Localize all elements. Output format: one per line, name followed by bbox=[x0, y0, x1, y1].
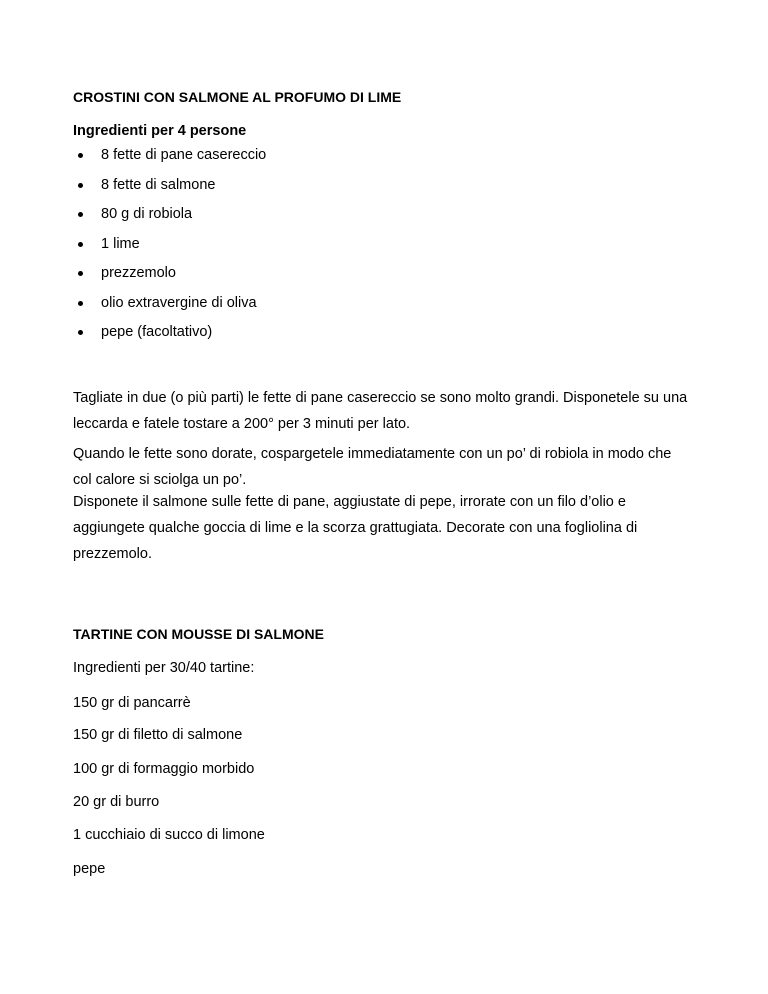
ingredient-text: 80 g di robiola bbox=[101, 206, 193, 222]
ingredient-text: olio extravergine di oliva bbox=[101, 294, 257, 311]
list-item bbox=[73, 290, 266, 320]
recipe1-title: CROSTINI CON SALMONE AL PROFUMO DI LIME bbox=[73, 89, 402, 105]
ingredient-text: pepe (facoltativo) bbox=[101, 324, 213, 340]
list-item: 1 cucchiaio di succo di limone bbox=[73, 827, 265, 843]
list-item: 150 gr di filetto di salmone bbox=[73, 727, 243, 743]
recipe1-ingredients-heading: Ingredienti per 4 persone bbox=[73, 123, 247, 139]
recipe1-paragraph-2a: Quando le fette sono dorate, cospargetele immediatamente con un po’ di robiola in modo che col calore si sciolga un po’. bbox=[73, 446, 672, 488]
list-item: 100 gr di formaggio morbido bbox=[73, 761, 255, 777]
list-item bbox=[73, 231, 266, 261]
bullet-icon bbox=[78, 242, 83, 247]
recipe2-title: TARTINE CON MOUSSE DI SALMONE bbox=[73, 626, 324, 642]
ingredient-text: 1 lime bbox=[101, 235, 140, 252]
bullet-icon bbox=[78, 183, 83, 188]
list-item bbox=[73, 142, 266, 172]
ingredient-text: 8 fette di pane casereccio bbox=[101, 147, 267, 163]
list-item bbox=[73, 260, 266, 290]
list-item bbox=[73, 201, 266, 231]
recipe1-ingredients-list bbox=[73, 142, 266, 349]
bullet-icon bbox=[78, 330, 83, 335]
ingredient-text: prezzemolo bbox=[101, 265, 176, 281]
recipe1-paragraph-2b: Disponete il salmone sulle fette di pane, aggiustate di pepe, irrorate con un filo d’olio e aggiungete qualche goccia di lime e la scorza grattugiata. Decorate con una fogliolina di prezzemolo. bbox=[73, 494, 638, 562]
bullet-icon bbox=[78, 212, 83, 217]
recipe2-ingredients-heading: Ingredienti per 30/40 tartine: bbox=[73, 660, 255, 676]
bullet-icon bbox=[78, 301, 83, 306]
list-item: 20 gr di burro bbox=[73, 794, 160, 810]
ingredient-text: 8 fette di salmone bbox=[101, 176, 216, 193]
bullet-icon bbox=[78, 153, 83, 158]
bullet-icon bbox=[78, 271, 83, 276]
recipe1-paragraph-1: Tagliate in due (o più parti) le fette di pane casereccio se sono molto grandi. Disponetele su una leccarda e fatele tostare a 200° per 3 minuti per lato. bbox=[73, 390, 688, 432]
list-item: 150 gr di pancarrè bbox=[73, 695, 191, 711]
list-item bbox=[73, 319, 266, 349]
list-item bbox=[73, 172, 266, 202]
list-item: pepe bbox=[73, 861, 106, 877]
